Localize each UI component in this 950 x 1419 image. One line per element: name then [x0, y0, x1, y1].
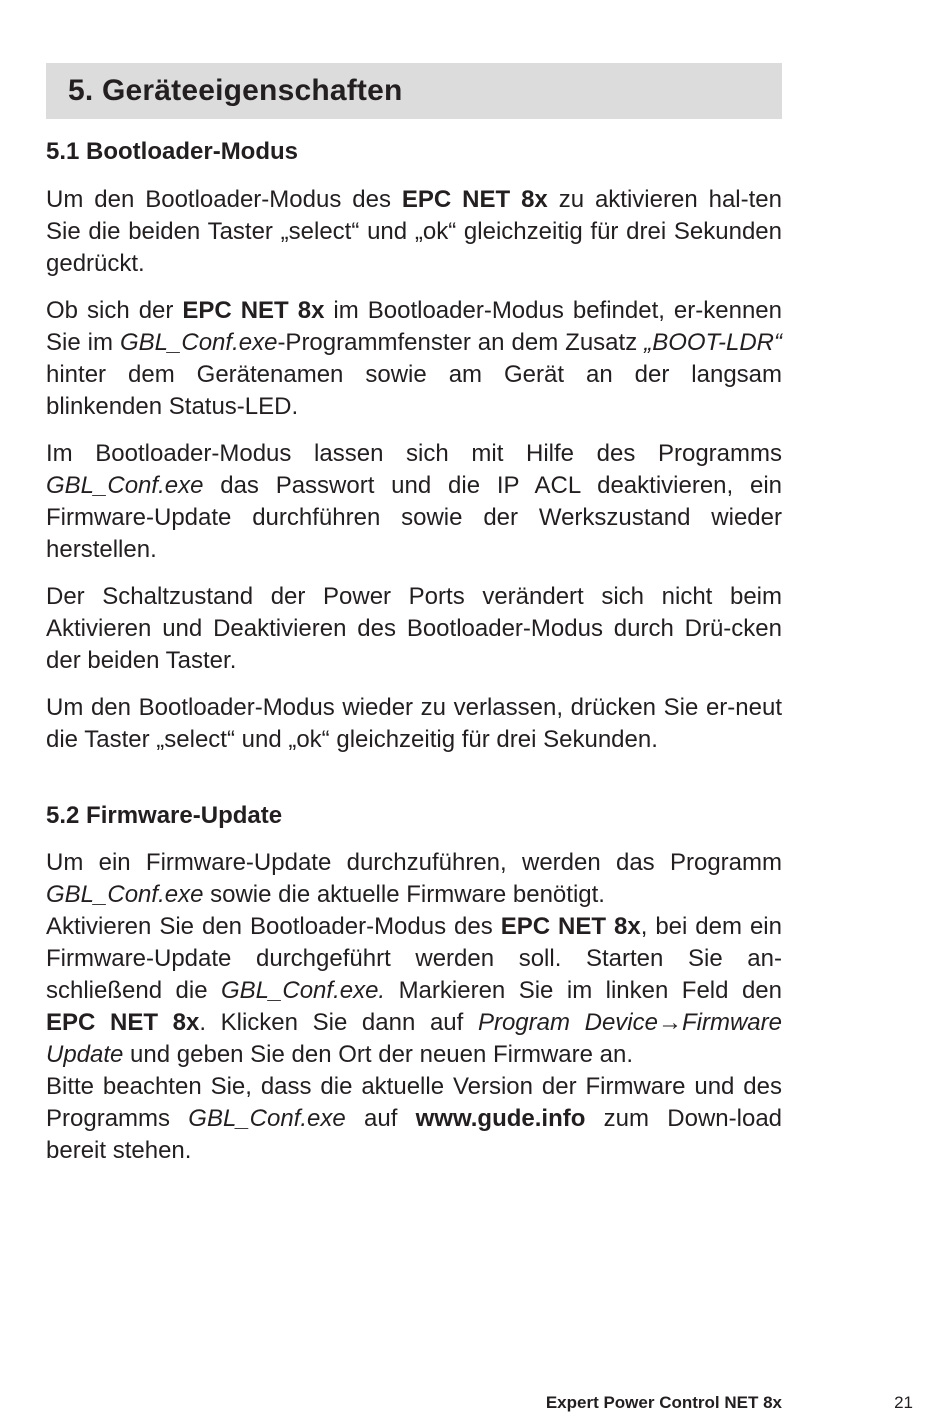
text-run: sowie die aktuelle Firmware benötigt.	[203, 881, 605, 908]
paragraph-power-ports	[46, 581, 782, 677]
paragraph-bootloader-exit	[46, 692, 782, 756]
program-name: GBL_Conf.exe	[46, 472, 204, 499]
page-content	[46, 134, 782, 1167]
paragraph-firmware-requirements	[46, 847, 782, 911]
text-run: Der Schaltzustand der Power Ports verändert sich nicht beim Aktivieren und Deaktivieren des Bootloader-Modus durch Drü-cken der beiden Taster.	[46, 583, 782, 674]
text-run: . Klicken Sie dann auf	[199, 1009, 478, 1036]
text-run: Aktivieren Sie den Bootloader-Modus des	[46, 913, 501, 940]
text-run: Ob sich der	[46, 297, 183, 324]
text-run: und geben Sie den Ort der neuen Firmware an.	[123, 1041, 634, 1068]
section-heading-firmware-update: 5.2 Firmware-Update	[46, 802, 283, 829]
text-run: zu aktivieren hal-ten Sie die beiden Taster „select“ und „ok“ gleichzeitig für drei Sekunden gedrückt.	[46, 186, 782, 277]
text-run: im Bootloader-Modus befindet, er-kennen Sie im	[46, 297, 782, 356]
product-name: EPC NET 8x	[500, 913, 641, 940]
text-run: Um ein Firmware-Update durchzuführen, werden das Programm	[46, 849, 782, 876]
program-name: GBL_Conf.exe	[188, 1105, 346, 1132]
program-name: GBL_Conf.exe	[120, 329, 278, 356]
paragraph-bootloader-functions	[46, 438, 782, 566]
product-name: EPC NET 8x	[46, 1009, 200, 1036]
paragraph-firmware-download	[46, 1071, 782, 1167]
text-run: Im Bootloader-Modus lassen sich mit Hilfe des Programms	[46, 440, 782, 467]
section-heading-bootloader: 5.1 Bootloader-Modus	[46, 138, 299, 165]
website-url: www.gude.info	[415, 1105, 586, 1132]
footer-product-title: Expert Power Control NET 8x	[545, 1393, 782, 1412]
paragraph-bootloader-detect	[46, 295, 782, 423]
paragraph-bootloader-activate	[46, 184, 782, 280]
paragraph-firmware-steps	[46, 911, 782, 1071]
text-run: Um den Bootloader-Modus wieder zu verlassen, drücken Sie er-neut die Taster „select“ und „ok“ gleichzeitig für drei Sekunden.	[46, 694, 782, 753]
chapter-heading-box	[46, 63, 782, 119]
text-run: -Programmfenster an dem Zusatz	[277, 329, 645, 356]
program-name: GBL_Conf.exe	[46, 881, 204, 908]
text-run: Markieren Sie im linken Feld den	[385, 977, 782, 1004]
text-run: das Passwort und die IP ACL deaktivieren, ein Firmware-Update durchführen sowie der Werkszustand wieder herstellen.	[46, 472, 782, 563]
page-number: 21	[894, 1393, 913, 1412]
product-name: EPC NET 8x	[182, 297, 325, 324]
text-run: Um den Bootloader-Modus des	[46, 186, 402, 213]
text-run: auf	[345, 1105, 416, 1132]
menu-path: Program Device→Firmware Update	[46, 1009, 782, 1068]
product-name: EPC NET 8x	[401, 186, 548, 213]
text-run: zum Down-load bereit stehen.	[46, 1105, 783, 1164]
text-run: hinter dem Gerätenamen sowie am Gerät an der langsam blinkenden Status-LED.	[46, 361, 782, 420]
program-name: GBL_Conf.exe.	[221, 977, 386, 1004]
boot-ldr-label: „BOOT-LDR“	[644, 329, 782, 356]
text-run: , bei dem ein Firmware-Update durchgeführt werden soll. Starten Sie an-schließend die	[46, 913, 782, 1004]
chapter-title: 5. Geräteeigenschaften	[68, 74, 403, 107]
text-run: Bitte beachten Sie, dass die aktuelle Version der Firmware und des Programms	[46, 1073, 782, 1132]
